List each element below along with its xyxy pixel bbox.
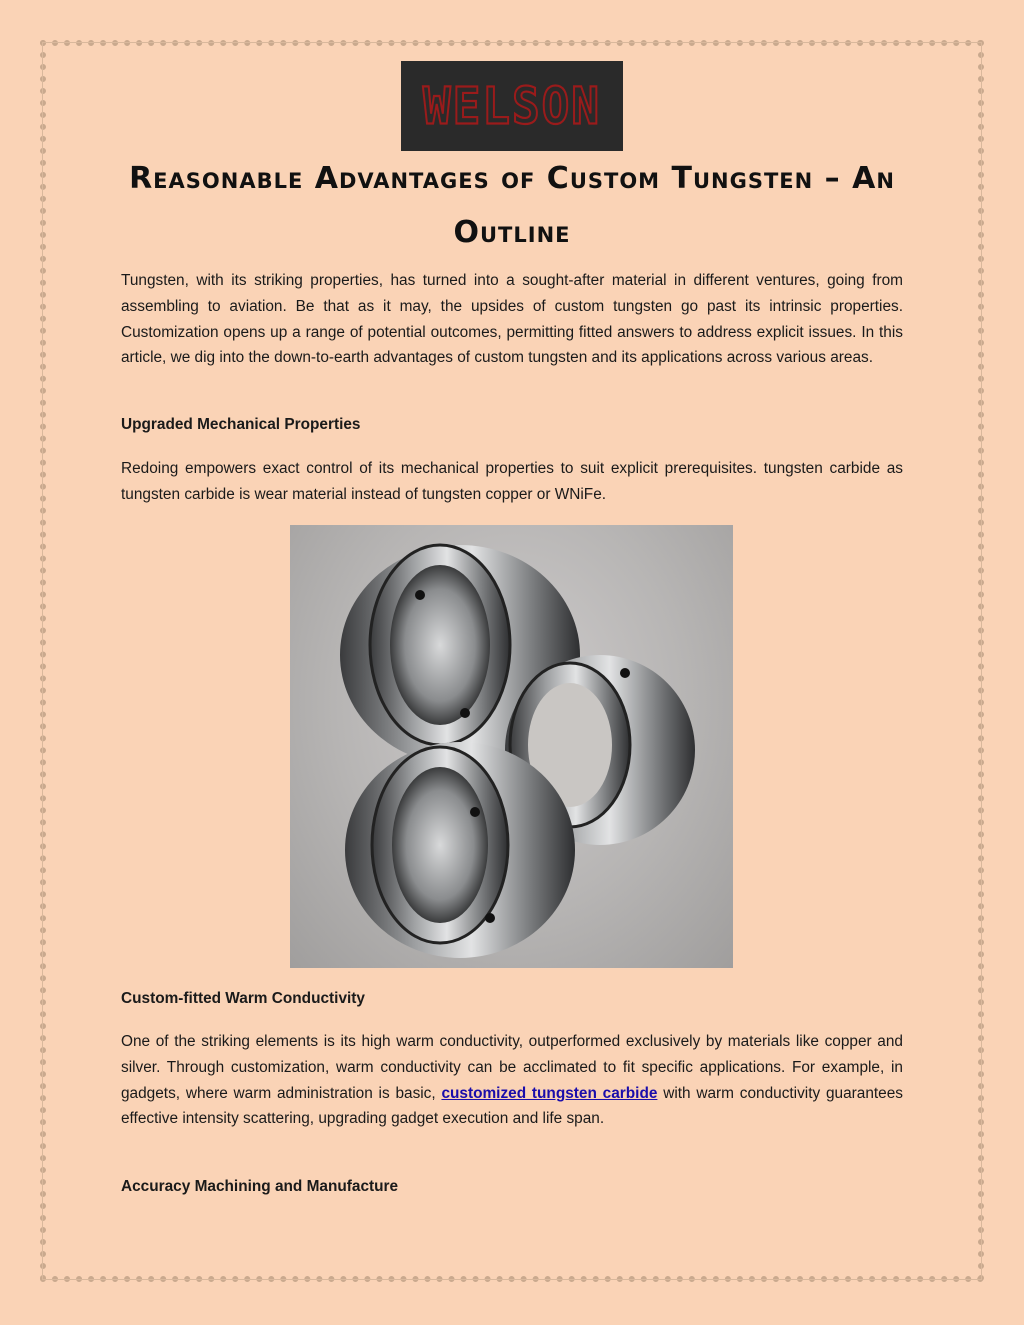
section-heading-machining: Accuracy Machining and Manufacture — [121, 1178, 399, 1195]
page-title: Reasonable Advantages of Custom Tungsten – An Outline — [129, 161, 895, 250]
conductivity-text-before: One of the striking elements is its high warm conductivity, outperformed exclusively by materials like copper and silver. Through customization, warm conductivity can be acclimated to fit specific applications. For example, in gadgets, where warm administration is basic, — [121, 1033, 903, 1102]
section-heading-conductivity: Custom-fitted Warm Conductivity — [121, 990, 365, 1007]
customized-tungsten-carbide-link[interactable]: customized tungsten carbide — [441, 1084, 658, 1102]
section-body-conductivity — [121, 1029, 903, 1132]
conductivity-text-after: with warm conductivity guarantees effective intensity scattering, upgrading gadget execution and life span. — [121, 1084, 903, 1128]
section-heading-mechanical: Upgraded Mechanical Properties — [121, 416, 361, 433]
tungsten-rings-photo — [290, 525, 733, 968]
logo-text: WELSON — [422, 76, 602, 136]
company-logo — [401, 61, 623, 151]
intro-paragraph: Tungsten, with its striking properties, has turned into a sought-after material in different ventures, going from assembling to aviation. Be that as it may, the upsides of custom tungsten go past its intrinsic properties. Customization opens up a range of potential outcomes, permitting fitted answers to address explicit issues. In this article, we dig into the down-to-earth advantages of custom tungsten and its applications across various areas. — [121, 272, 903, 367]
section-body-mechanical: Redoing empowers exact control of its mechanical properties to suit explicit prerequisites. tungsten carbide as tungsten carbide is wear material instead of tungsten copper or WNiFe. — [121, 460, 903, 503]
